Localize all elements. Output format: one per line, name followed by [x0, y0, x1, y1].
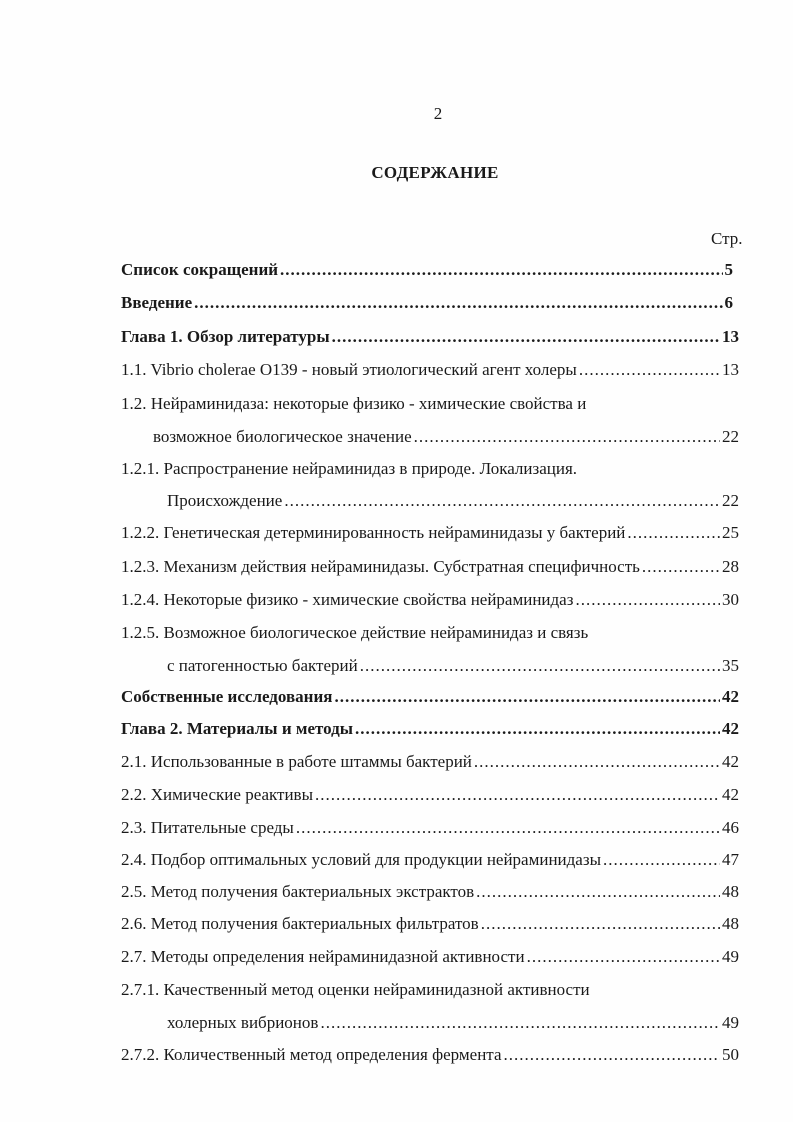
- toc-entry-page: 46: [722, 818, 739, 837]
- toc-entry-page: 49: [722, 1013, 739, 1032]
- toc-leader: [642, 556, 720, 578]
- toc-entry: [167, 490, 739, 512]
- toc-entry-text: Глава 1. Обзор литературы: [121, 327, 330, 346]
- toc-leader: [481, 913, 720, 935]
- toc-entry-page: 42: [722, 785, 739, 804]
- page-column-header: Стр.: [711, 229, 743, 248]
- toc-leader: [315, 784, 720, 806]
- toc-entry-page: 6: [724, 293, 733, 312]
- toc-entry-text: 1.2.3. Механизм действия нейраминидазы. Субстратная специфичность: [121, 557, 640, 576]
- toc-entry-text: холерных вибрионов: [167, 1013, 319, 1032]
- toc-entry-page: 48: [722, 914, 739, 933]
- toc-leader: [579, 359, 720, 381]
- toc-entry: [121, 359, 739, 381]
- toc-entry-text: 1.2.5. Возможное биологическое действие нейраминидаз и связь: [121, 623, 589, 642]
- toc-entry: [121, 589, 739, 611]
- toc-entry-text: 2.2. Химические реактивы: [121, 785, 314, 804]
- toc-leader: [603, 849, 720, 871]
- toc-entry-text: Введение: [121, 293, 193, 312]
- toc-entry-text: Происхождение: [167, 491, 283, 510]
- toc-entry-text: 2.7.2. Количественный метод определения фермента: [121, 1045, 502, 1064]
- toc-leader: [280, 259, 722, 281]
- toc-entry-page: 28: [722, 557, 739, 576]
- toc-leader: [194, 292, 722, 314]
- toc-leader: [575, 589, 720, 611]
- toc-entry: [121, 849, 739, 871]
- toc-entry: [121, 881, 739, 903]
- toc-entry-text: Список сокращений: [121, 260, 279, 279]
- toc-entry-text: 2.6. Метод получения бактериальных фильтратов: [121, 914, 479, 933]
- toc-leader: [332, 326, 720, 348]
- toc-leader: [476, 881, 720, 903]
- toc-entry: [121, 979, 739, 1001]
- page-title: СОДЕРЖАНИЕ: [371, 163, 499, 182]
- toc-entry: [121, 393, 739, 415]
- toc-entry-page: 25: [722, 523, 739, 542]
- toc-leader: [296, 817, 720, 839]
- toc-entry: [121, 946, 739, 968]
- toc-entry-text: 2.7.1. Качественный метод оценки нейраминидазной активности: [121, 980, 590, 999]
- toc-entry-page: 50: [722, 1045, 739, 1064]
- toc-entry-page: 35: [722, 656, 739, 675]
- toc-entry-text: 1.2.1. Распространение нейраминидаз в природе. Локализация.: [121, 459, 578, 478]
- toc-entry: [121, 751, 739, 773]
- toc-entry: [167, 1012, 739, 1034]
- toc-entry-page: 42: [722, 687, 739, 706]
- toc-entry: [121, 458, 739, 480]
- toc-entry-page: 13: [722, 360, 739, 379]
- toc-entry-text: 2.4. Подбор оптимальных условий для продукции нейраминидазы: [121, 850, 601, 869]
- toc-leader: [320, 1012, 720, 1034]
- toc-leader: [527, 946, 720, 968]
- toc-entry-page: 42: [722, 752, 739, 771]
- toc-entry: [121, 817, 739, 839]
- toc-leader: [414, 426, 720, 448]
- toc-entry: [121, 326, 739, 348]
- toc-leader: [474, 751, 720, 773]
- toc-entry-page: 30: [722, 590, 739, 609]
- toc-entry: [121, 259, 733, 281]
- toc-entry-page: 49: [722, 947, 739, 966]
- toc-entry: [121, 622, 739, 644]
- toc-entry: [121, 556, 739, 578]
- toc-entry-text: Глава 2. Материалы и методы: [121, 719, 354, 738]
- toc-leader: [355, 718, 720, 740]
- toc-entry-text: 2.3. Питательные среды: [121, 818, 294, 837]
- toc-entry-text: с патогенностью бактерий: [167, 656, 358, 675]
- toc-entry-page: 5: [724, 260, 733, 279]
- toc-entry: [121, 522, 739, 544]
- page-number: 2: [433, 104, 443, 123]
- toc-leader: [334, 686, 720, 708]
- toc-leader: [284, 490, 720, 512]
- toc-entry: [121, 686, 739, 708]
- toc-entry-page: 22: [722, 427, 739, 446]
- toc-entry-text: возможное биологическое значение: [153, 427, 412, 446]
- toc-entry-page: 13: [722, 327, 739, 346]
- toc-entry-text: 2.5. Метод получения бактериальных экстрактов: [121, 882, 475, 901]
- toc-entry-page: 47: [722, 850, 739, 869]
- toc-leader: [627, 522, 720, 544]
- toc-leader: [360, 655, 720, 677]
- toc-entry: [121, 292, 733, 314]
- toc-entry: [153, 426, 739, 448]
- toc-leader: [504, 1044, 721, 1066]
- toc-entry-page: 42: [722, 719, 739, 738]
- toc-entry-page: 22: [722, 491, 739, 510]
- toc-entry-text: 1.2. Нейраминидаза: некоторые физико - химические свойства и: [121, 394, 587, 413]
- toc-entry-text: Собственные исследования: [121, 687, 333, 706]
- toc-entry-text: 2.1. Использованные в работе штаммы бактерий: [121, 752, 472, 771]
- toc-entry: [121, 784, 739, 806]
- toc-entry: [167, 655, 739, 677]
- toc-entry-text: 2.7. Методы определения нейраминидазной активности: [121, 947, 525, 966]
- toc-entry-page: 48: [722, 882, 739, 901]
- toc-entry-text: 1.2.2. Генетическая детерминированность нейраминидазы у бактерий: [121, 523, 626, 542]
- toc-entry: [121, 913, 739, 935]
- toc-entry-text: 1.2.4. Некоторые физико - химические свойства нейраминидаз: [121, 590, 574, 609]
- toc-entry-text: 1.1. Vibrio cholerae O139 - новый этиологический агент холеры: [121, 360, 577, 379]
- toc-entry: [121, 1044, 739, 1066]
- toc-entry: [121, 718, 739, 740]
